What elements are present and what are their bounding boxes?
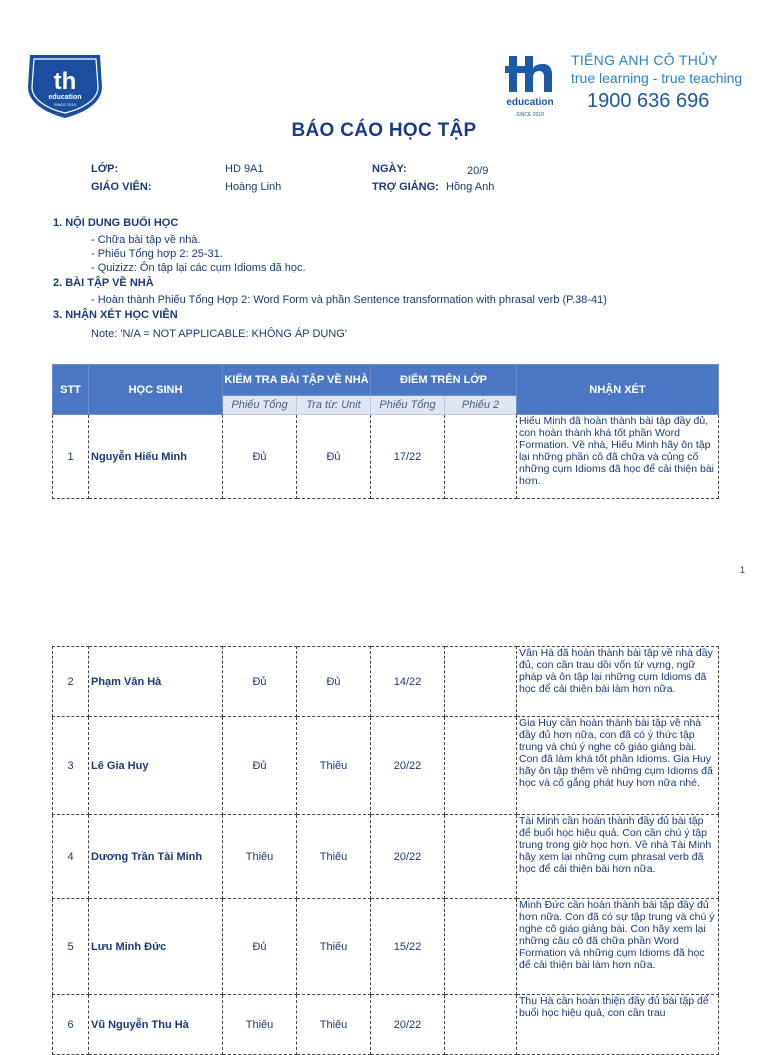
th-education-logo	[505, 52, 555, 122]
report-title: BÁO CÁO HỌC TẬP	[291, 120, 477, 141]
homework-cell: Đủ	[223, 415, 297, 499]
class-label: LỚP:	[91, 163, 119, 175]
score-cell	[445, 647, 517, 717]
svg-text:SINCE 2010: SINCE 2010	[53, 102, 77, 107]
score-cell: 14/22	[371, 647, 445, 717]
homework-cell: Đủ	[223, 717, 297, 815]
student-name: Nguyễn Hiếu Minh	[89, 415, 223, 499]
report-table-continued	[52, 646, 719, 1055]
comment-cell: Thu Hà cần hoàn thiện đầy đủ bài tập để buổi học hiệu quả, con cần trau	[517, 995, 719, 1055]
date-label: NGÀY:	[372, 163, 407, 175]
note: Note: 'N/A = NOT APPLICABLE: KHÔNG ÁP DỤNG'	[91, 328, 347, 340]
homework-cell: Thiếu	[223, 815, 297, 899]
content-item: - Phiếu Tổng hợp 2: 25-31.	[91, 248, 223, 260]
score-cell	[445, 995, 517, 1055]
ta-label: TRỢ GIẢNG:	[372, 181, 439, 193]
score-cell: 20/22	[371, 717, 445, 815]
col-header-homework: KIỂM TRA BÀI TẬP VỀ NHÀ	[223, 365, 371, 396]
col-header-score: ĐIỂM TRÊN LỚP	[371, 365, 517, 396]
education-seal-logo	[24, 53, 106, 119]
comment-cell: Minh Đức cần hoàn thành bài tập đầy đủ hơn nữa. Con đã có sự tập trung và chú ý nghe cô giáo giảng bài. Con hãy xem lại những câu cô đã chữa phần Word Formation và những cụm Idioms đã học để cải thiện bài làm hơn nữa.	[517, 899, 719, 995]
stt-cell: 4	[53, 815, 89, 899]
subheader: Phiếu 2	[445, 396, 517, 415]
col-header-stt: STT	[53, 365, 89, 415]
subheader: Phiếu Tổng	[223, 396, 297, 415]
teacher-label: GIÁO VIÊN:	[91, 181, 152, 193]
score-cell: 20/22	[371, 815, 445, 899]
comment-cell: Tài Minh cần hoàn thành đầy đủ bài tập để buổi học hiệu quả. Con cần chú ý tập trung trong giờ học hơn. Về nhà Tài Minh hãy xem lại những cụm phrasal verb đã học để cải thiện bài hơn nữa.	[517, 815, 719, 899]
content-item: - Chữa bài tập về nhà.	[91, 234, 201, 246]
comment-cell: Gia Huy cần hoàn thành bài tập về nhà đầy đủ hơn nữa, con đã có ý thức tập trung và chú ý nghe cô giáo giảng bài. Con đã làm khá tốt phần Idioms. Gia Huy hãy ôn tập thêm về những cụm Idioms đã học và cố gắng phát huy hơn nữa nhé.	[517, 717, 719, 815]
student-name: Lê Gia Huy	[89, 717, 223, 815]
homework-cell: Thiếu	[297, 899, 371, 995]
homework-cell: Thiếu	[297, 995, 371, 1055]
homework-cell: Thiếu	[297, 717, 371, 815]
student-name: Vũ Nguyễn Thu Hà	[89, 995, 223, 1055]
comment-cell: Vân Hà đã hoàn thành bài tập về nhà đầy đủ, con cần trau dồi vốn từ vựng, ngữ pháp và ôn tập lại những cụm Idioms đã học để cải thiện bài làm hơn nữa.	[517, 647, 719, 717]
section-title-content: 1. NỘI DUNG BUỔI HỌC	[53, 217, 179, 229]
stt-cell: 5	[53, 899, 89, 995]
score-cell	[445, 899, 517, 995]
stt-cell: 6	[53, 995, 89, 1055]
page-number: 1	[740, 565, 746, 575]
col-header-comment: NHẬN XÉT	[517, 365, 719, 415]
homework-cell: Đủ	[223, 647, 297, 717]
homework-cell: Thiếu	[223, 995, 297, 1055]
score-cell	[445, 815, 517, 899]
homework-cell: Thiếu	[297, 815, 371, 899]
table-row	[53, 415, 719, 499]
brand-name: TIẾNG ANH CÔ THỦY	[571, 52, 719, 68]
score-cell	[445, 415, 517, 499]
brand-tagline: true learning - true teaching	[571, 70, 743, 86]
col-header-student: HỌC SINH	[89, 365, 223, 415]
report-table	[52, 364, 719, 499]
svg-text:SINCE 2010: SINCE 2010	[516, 112, 544, 118]
student-name: Lưu Minh Đức	[89, 899, 223, 995]
stt-cell: 2	[53, 647, 89, 717]
homework-cell: Đủ	[223, 899, 297, 995]
score-cell	[445, 717, 517, 815]
content-item: - Quizizz: Ôn tập lại các cụm Idioms đã học.	[91, 262, 306, 274]
date-value: 20/9	[467, 165, 489, 177]
stt-cell: 1	[53, 415, 89, 499]
table-row	[53, 995, 719, 1055]
subheader: Phiếu Tổng	[371, 396, 445, 415]
svg-text:th: th	[53, 68, 77, 95]
comment-cell: Hiếu Minh đã hoàn thành bài tập đầy đủ, con hoàn thành khá tốt phần Word Formation. Về nhà, Hiếu Minh hãy ôn tập lại những phần cô đã chữa và củng cố những cụm Idioms đã học để cải thiện bài hơn.	[517, 415, 719, 499]
score-cell: 20/22	[371, 995, 445, 1055]
homework-cell: Đủ	[297, 647, 371, 717]
section-title-feedback: 3. NHẬN XÉT HỌC VIÊN	[53, 309, 178, 321]
student-name: Dương Trần Tài Minh	[89, 815, 223, 899]
student-name: Phạm Vân Hà	[89, 647, 223, 717]
score-cell: 15/22	[371, 899, 445, 995]
homework-cell: Đủ	[297, 415, 371, 499]
score-cell: 17/22	[371, 415, 445, 499]
svg-text:education: education	[506, 97, 554, 108]
brand-text	[571, 52, 751, 113]
homework-item: - Hoàn thành Phiếu Tổng Hợp 2: Word Form và phần Sentence transformation with phrasal verb (P.38-41)	[91, 294, 607, 306]
stt-cell: 3	[53, 717, 89, 815]
class-value: HD 9A1	[225, 163, 264, 175]
table-row	[53, 717, 719, 815]
table-header-row	[53, 365, 719, 396]
svg-text:education: education	[48, 94, 82, 101]
table-row	[53, 647, 719, 717]
table-row	[53, 899, 719, 995]
subheader: Tra từ: Unit	[297, 396, 371, 415]
table-row	[53, 815, 719, 899]
ta-value: Hồng Anh	[446, 181, 495, 193]
brand-phone: 1900 636 696	[587, 90, 710, 112]
teacher-value: Hoàng Linh	[225, 181, 282, 193]
section-title-homework: 2. BÀI TẬP VỀ NHÀ	[53, 277, 154, 289]
